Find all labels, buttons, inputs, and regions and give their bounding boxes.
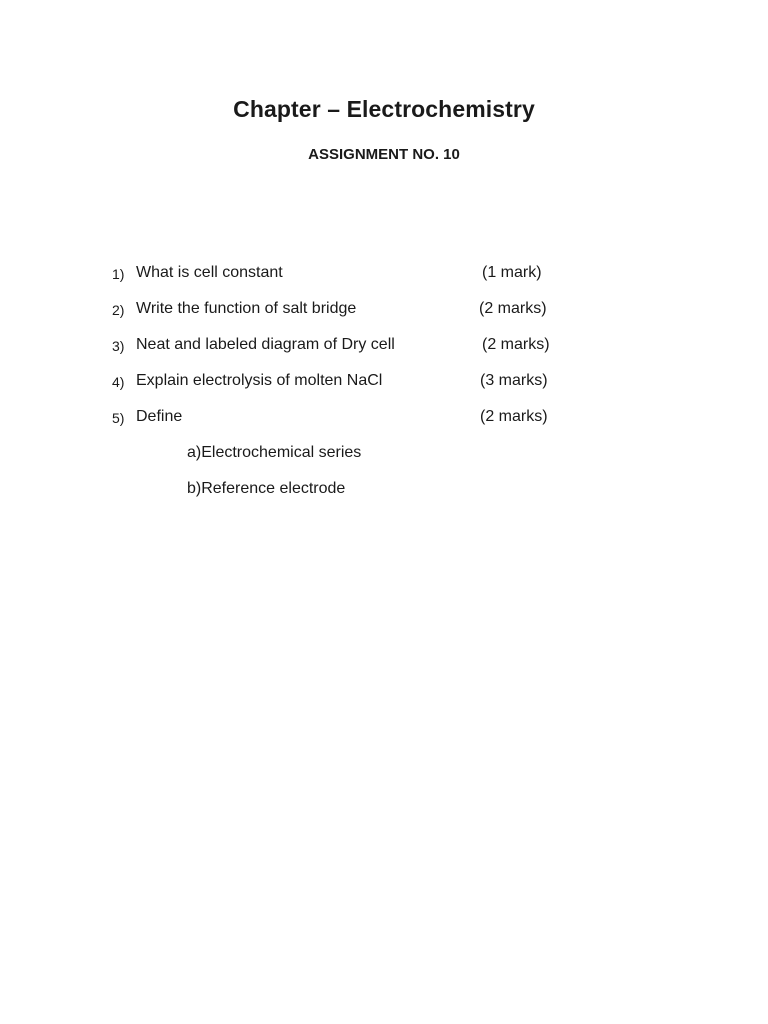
question-marks: (2 marks) xyxy=(482,336,550,353)
question-text: Write the function of salt bridge xyxy=(136,300,357,317)
question-text: Explain electrolysis of molten NaCl xyxy=(136,372,383,389)
question-number: 3) xyxy=(112,338,125,354)
question-marks: (2 marks) xyxy=(479,300,547,317)
question-item xyxy=(0,334,768,370)
question-item xyxy=(0,298,768,334)
question-text: Define xyxy=(136,408,183,425)
question-item xyxy=(0,406,768,442)
question-text: Neat and labeled diagram of Dry cell xyxy=(136,336,395,353)
question-number: 2) xyxy=(112,302,125,318)
question-number: 5) xyxy=(112,410,125,426)
question-list xyxy=(0,262,768,514)
chapter-title: Chapter – Electrochemistry xyxy=(233,96,535,122)
sub-item xyxy=(0,442,768,478)
question-marks: (3 marks) xyxy=(480,372,548,389)
assignment-title: ASSIGNMENT NO. 10 xyxy=(308,146,460,163)
sub-item xyxy=(0,478,768,514)
question-text: What is cell constant xyxy=(136,264,283,281)
question-number: 4) xyxy=(112,374,125,390)
sub-item-text: a)Electrochemical series xyxy=(187,444,362,461)
question-item xyxy=(0,370,768,406)
question-marks: (2 marks) xyxy=(480,408,548,425)
question-item xyxy=(0,262,768,298)
question-marks: (1 mark) xyxy=(482,264,542,281)
question-number: 1) xyxy=(112,266,125,282)
sub-item-text: b)Reference electrode xyxy=(187,480,346,497)
